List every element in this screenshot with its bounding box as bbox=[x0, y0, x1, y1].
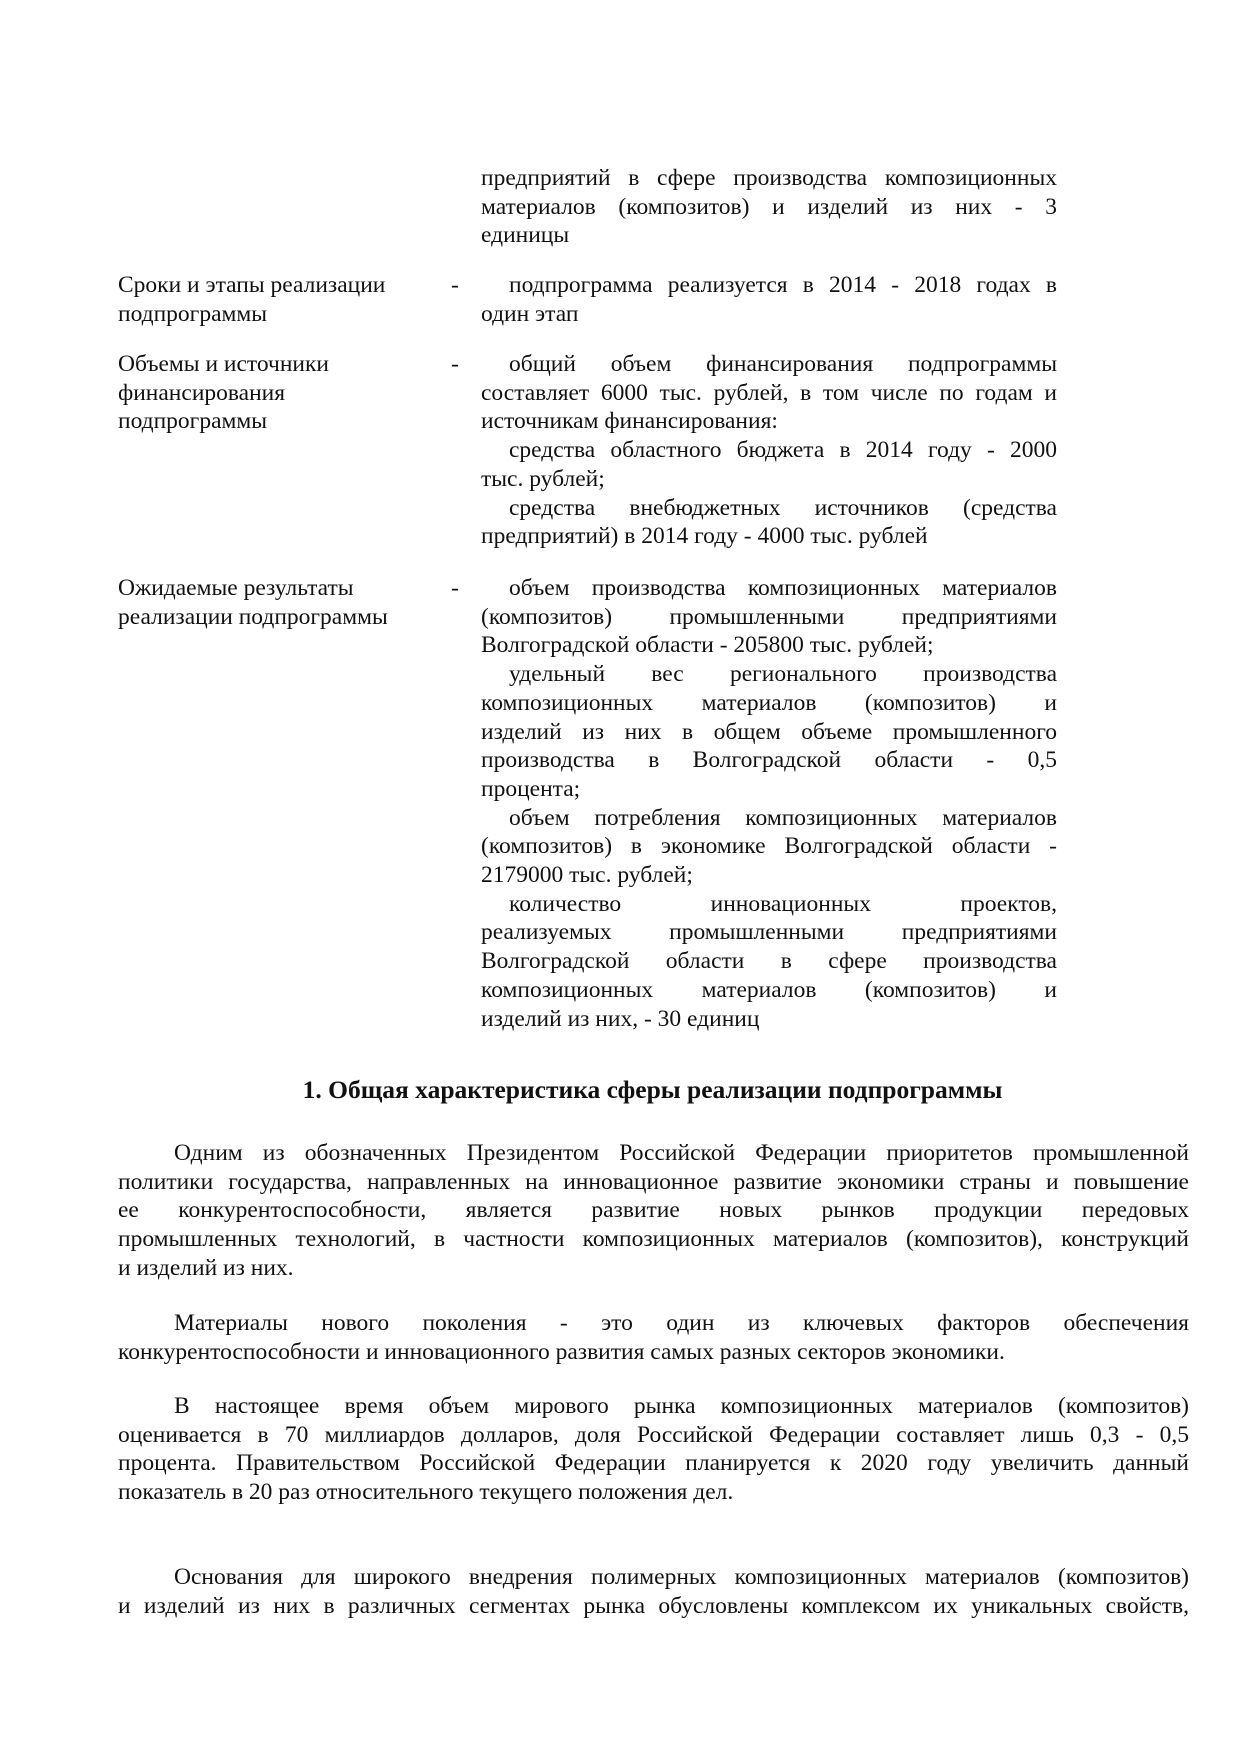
row-label-timeline bbox=[118, 271, 418, 328]
text-line: материалов (композитов) и изделий из них - 3 bbox=[481, 193, 1057, 220]
text-line: процента; bbox=[481, 775, 581, 802]
row-dash: - bbox=[451, 575, 459, 601]
label-line: реализации подпрограммы bbox=[118, 603, 388, 630]
body-paragraph bbox=[118, 1392, 1189, 1507]
text-line: политики государства, направленных на инновационное развитие экономики страны и повышение bbox=[118, 1168, 1189, 1195]
text-line: количество инновационных проектов, bbox=[509, 890, 1057, 917]
text-line: подпрограмма реализуется в 2014 - 2018 годах в bbox=[509, 272, 1057, 298]
text-line: составляет 6000 тыс. рублей, в том числе по годам и bbox=[481, 379, 1057, 406]
text-line: средства областного бюджета в 2014 году - 2000 bbox=[509, 437, 1057, 464]
row-label-financing bbox=[118, 350, 418, 436]
body-paragraph bbox=[118, 1563, 1189, 1620]
body-paragraph bbox=[118, 1309, 1189, 1366]
row-label-results bbox=[118, 574, 418, 631]
text-line: В настоящее время объем мирового рынка композиционных материалов (композитов) bbox=[174, 1393, 1189, 1419]
body-paragraph bbox=[118, 1139, 1189, 1283]
row-value-timeline bbox=[481, 271, 1057, 328]
text-line: Одним из обозначенных Президентом Российской Федерации приоритетов промышленной bbox=[174, 1140, 1189, 1166]
text-line: предприятий) в 2014 году - 4000 тыс. рублей bbox=[481, 523, 928, 550]
text-line: объем производства композиционных материалов bbox=[509, 575, 1057, 601]
text-line: ее конкурентоспособности, является развитие новых рынков продукции передовых bbox=[118, 1197, 1189, 1224]
continuation-text bbox=[481, 164, 1057, 250]
text-line: Основания для широкого внедрения полимерных композиционных материалов (композитов) bbox=[174, 1564, 1189, 1590]
text-line: общий объем финансирования подпрограммы bbox=[509, 351, 1057, 377]
text-line: объем потребления композиционных материалов bbox=[509, 804, 1057, 831]
text-line: предприятий в сфере производства композиционных bbox=[481, 165, 1057, 191]
row-dash: - bbox=[451, 272, 459, 298]
text-line: (композитов) промышленными предприятиями bbox=[481, 603, 1057, 630]
row-value-results bbox=[481, 574, 1057, 1033]
section-heading: 1. Общая характеристика сферы реализации подпрограммы bbox=[302, 1075, 1003, 1104]
text-line: показатель в 20 раз относительного текущего положения дел. bbox=[118, 1479, 734, 1506]
text-line: 2179000 тыс. рублей; bbox=[481, 862, 693, 889]
text-line: Волгоградской области - 205800 тыс. рублей; bbox=[481, 632, 934, 659]
label-line: финансирования bbox=[118, 379, 286, 406]
row-dash: - bbox=[451, 351, 459, 377]
text-line: композиционных материалов (композитов) и bbox=[481, 976, 1057, 1003]
text-line: источникам финансирования: bbox=[481, 408, 778, 435]
label-line: подпрограммы bbox=[118, 408, 268, 435]
text-line: изделий из них, - 30 единиц bbox=[481, 1005, 760, 1032]
text-line: реализуемых промышленными предприятиями bbox=[481, 919, 1057, 946]
text-line: один этап bbox=[481, 300, 579, 327]
text-line: конкурентоспособности и инновационного развития самых разных секторов экономики. bbox=[118, 1338, 1005, 1365]
text-line: оценивается в 70 миллиардов долларов, доля Российской Федерации составляет лишь 0,3 - 0,5 bbox=[118, 1421, 1189, 1448]
text-line: и изделий из них. bbox=[118, 1254, 294, 1281]
text-line: производства в Волгоградской области - 0,5 bbox=[481, 747, 1057, 774]
text-line: удельный вес регионального производства bbox=[509, 661, 1057, 688]
row-value-financing bbox=[481, 350, 1057, 551]
label-line: Сроки и этапы реализации bbox=[118, 272, 386, 298]
text-line: процента. Правительством Российской Федерации планируется к 2020 году увеличить данный bbox=[118, 1450, 1189, 1477]
text-line: композиционных материалов (композитов) и bbox=[481, 689, 1057, 716]
text-line: изделий из них в общем объеме промышленного bbox=[481, 718, 1057, 745]
text-line: Материалы нового поколения - это один из ключевых факторов обеспечения bbox=[174, 1310, 1189, 1336]
text-line: средства внебюджетных источников (средства bbox=[509, 494, 1057, 521]
text-line: и изделий из них в различных сегментах рынка обусловлены комплексом их уникальных свойств, bbox=[118, 1592, 1189, 1619]
text-line: (композитов) в экономике Волгоградской области - bbox=[481, 833, 1057, 860]
text-line: единицы bbox=[481, 222, 570, 249]
label-line: Ожидаемые результаты bbox=[118, 575, 354, 601]
text-line: тыс. рублей; bbox=[481, 465, 605, 492]
text-line: Волгоградской области в сфере производства bbox=[481, 948, 1057, 975]
text-line: промышленных технологий, в частности композиционных материалов (композитов), конструкций bbox=[118, 1226, 1189, 1253]
label-line: подпрограммы bbox=[118, 300, 268, 327]
label-line: Объемы и источники bbox=[118, 351, 329, 377]
